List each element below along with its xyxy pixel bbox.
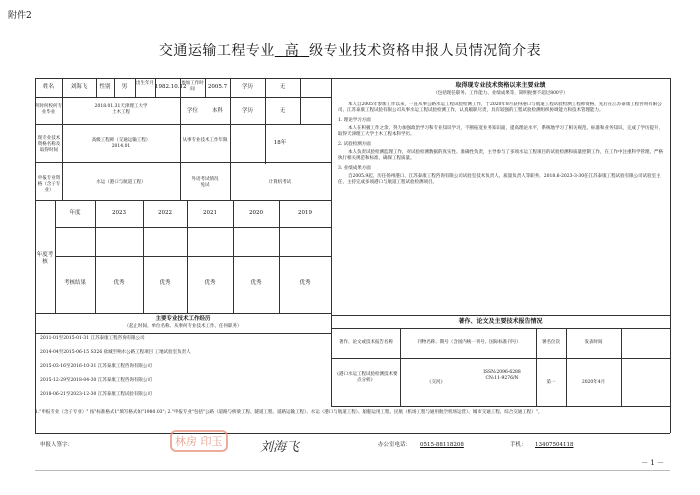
handwritten-signature: 刘海飞 [260, 440, 300, 455]
exp-entry: 2018-06-21至2023-12-30 江苏泰康工程试验有限公司 [40, 392, 152, 397]
birth-value: 1982.10.12 [155, 84, 187, 90]
education-value: 无 [279, 84, 286, 90]
result-2023: 优秀 [113, 280, 125, 286]
year-2019: 2019 [298, 210, 312, 216]
work-start-value: 2005.7 [207, 84, 228, 90]
education-label: 学历 [241, 84, 253, 90]
foreign-value: 免试 [200, 183, 210, 188]
result-2022: 优秀 [159, 280, 171, 286]
years-label: 从事专业技术工作年限 [182, 138, 228, 143]
degree2-value: 无 [279, 108, 286, 114]
name-label: 姓名 [42, 84, 54, 90]
achievement-heading: 2. 试验检测方面 [338, 142, 371, 147]
result-header: 考核结果 [63, 280, 86, 286]
degree-value: 本科 [211, 108, 223, 114]
paper-rank: 第一 [546, 380, 556, 385]
phone-label: 办公室电话： [378, 442, 412, 448]
result-2021: 优秀 [204, 280, 216, 286]
papers-header-journal: 刊物名称、期号（含国内统一刊号、国际标准刊号） [417, 340, 521, 345]
school-label: 何时何校何专业毕业 [35, 104, 62, 115]
notes-text: 1."申报专业（含子专业）" 按"标准格式1"填写格式如"1980.03"; 2."申报专业"包括"公路（道路与桥梁工程、隧道工程、道路运输工程）、水运（港口与航道工程）、船舶运用工程、民航（机场工程与通用航空机场运营）、城市交通工程、综合交通工程）"。 [35, 410, 543, 415]
apply-value: 水运（港口与航道工程） [96, 180, 146, 185]
annual-label: 年度考核 [36, 252, 54, 265]
years-value: 18年 [273, 140, 287, 146]
current-title-value: 高级工程师（交通运输工程） 2014.01 [91, 138, 151, 149]
exp-list [40, 336, 328, 398]
exp-entry: 2014-04至2015-06-15 S326 盐城至响水公路工程项目 工地试验室负责人 [40, 350, 191, 355]
work-start-label: 参加工作时间 [181, 81, 204, 92]
paper-name: 《港口水运工程试验检测技术要点分析》 [334, 372, 398, 383]
paper-date: 2020年4月 [581, 380, 606, 385]
degree-label: 学位 [186, 108, 198, 114]
year-2023: 2023 [112, 210, 126, 216]
apply-label: 申报专业资格（含子专业） [37, 176, 61, 193]
title-suffix: 级专业技术资格申报人员情况简介表 [309, 43, 542, 59]
current-title-label: 现专业技术资格名称及取得时间 [37, 136, 61, 153]
achievement-paragraph: 本人自2005年参加工作以来，一直从事公路水运工程试验检测工作，于2020年8月获得港口与航道工程试验检测工程师资格，先后在江苏泰康工程咨询有限公司、江苏泰康工程试验有限公司从事水运工程试验检测工作，认真履职尽责，具有较强的工程试验检测组织协调能力和技术管理能力。 [338, 102, 662, 113]
achievement-paragraph: 本人负责试验检测监理工作，对试验检测数据的真实性、准确性负责，主导参与了多项水运工程项目的试验检测和质量控制工作，在工作中注重科学管理，严格执行相关规范和标准，确保工程质量。 [338, 150, 663, 161]
foreign-label: 外语考试情况 [191, 177, 219, 182]
applicant-sign-label: 申报人签字： [40, 442, 74, 448]
result-2019: 优秀 [299, 280, 311, 286]
phone-value: 0515-88118208 [420, 442, 464, 448]
exp-entry: 2015-12-29至2018-04-30 江苏泰康工程咨询有限公司 [40, 378, 152, 383]
papers-header-rank: 署名位次 [542, 340, 560, 345]
computer-label: 计算机考试 [268, 180, 292, 185]
achievements-title: 取得现专业技术资格以来主要业绩 [455, 82, 546, 89]
achievements-subtitle: （包括现任职务、工作能力、业绩成果等，简明扼要不超过800字） [433, 91, 568, 96]
exp-entry: 2015-03-16至2016-10-31 江苏泰康工程咨询有限公司 [40, 364, 152, 369]
year-header: 年度 [69, 210, 81, 216]
papers-header-name: 著作、论文或技术报告名称 [339, 340, 393, 345]
papers-title: 著作、论文及主要技术报告情况 [458, 318, 543, 325]
title-prefix: 交通运输工程专业 [158, 43, 275, 59]
page-title [0, 40, 700, 60]
exp-subtitle: （起止时间、单位名称、从事何专业技术工作、任何职务） [124, 324, 242, 329]
papers-header-date: 发表时间 [584, 340, 603, 345]
mobile-value: 13407504118 [535, 442, 574, 448]
gender-label: 性别 [99, 84, 111, 90]
achievement-paragraph: 本人在积极工作之余，努力加强政治学习和专业知识学习，不断拓宽业务知识面，提高理论水平，系统地学习了相关规范、标准和业务知识，完成了学历提升，取得天津理工大学土木工程本科学历。 [338, 126, 663, 137]
achievement-heading: 1. 理论学习方面 [338, 118, 371, 123]
title-level: 高 [284, 43, 300, 59]
paper-issn: ISSN:2096-6288 CN:11-9276/N [483, 370, 521, 381]
exp-title: 主要专业技术工作经历 [155, 316, 211, 322]
school-value: 2018.01.31天津理工大学 土木工程 [94, 104, 148, 115]
achievements-body [338, 102, 664, 302]
degree2-label: 学历 [241, 108, 253, 114]
mobile-label: 手机： [510, 442, 527, 448]
year-2020: 2020 [249, 210, 263, 216]
year-2022: 2022 [158, 210, 172, 216]
page-number: － 1 － [641, 459, 664, 467]
year-2021: 2021 [203, 210, 217, 216]
exp-entry: 2011-01至2015-01-31 江苏泰康工程咨询有限公司 [40, 336, 145, 341]
result-2020: 优秀 [250, 280, 262, 286]
birth-label: 出生年月 [136, 81, 154, 86]
annex-label: 附件2 [8, 11, 32, 21]
name-value: 刘海飞 [70, 84, 88, 90]
paper-journal: 《交河》 [427, 380, 445, 385]
achievement-heading: 3. 业绩成果方面 [338, 166, 371, 171]
gender-value: 男 [121, 84, 128, 90]
achievement-paragraph: 自2005.9起，历任扬州港口、江苏泰康工程咨询有限公司试验室技术负责人、质量负责人等职务，2018.6-2023-3-30任江苏泰康工程试验有限公司试验室主任，主持完成多项港口与航道工程试验检测项目。 [338, 174, 661, 185]
stamp-seal: 林房 印玉 [170, 430, 228, 452]
